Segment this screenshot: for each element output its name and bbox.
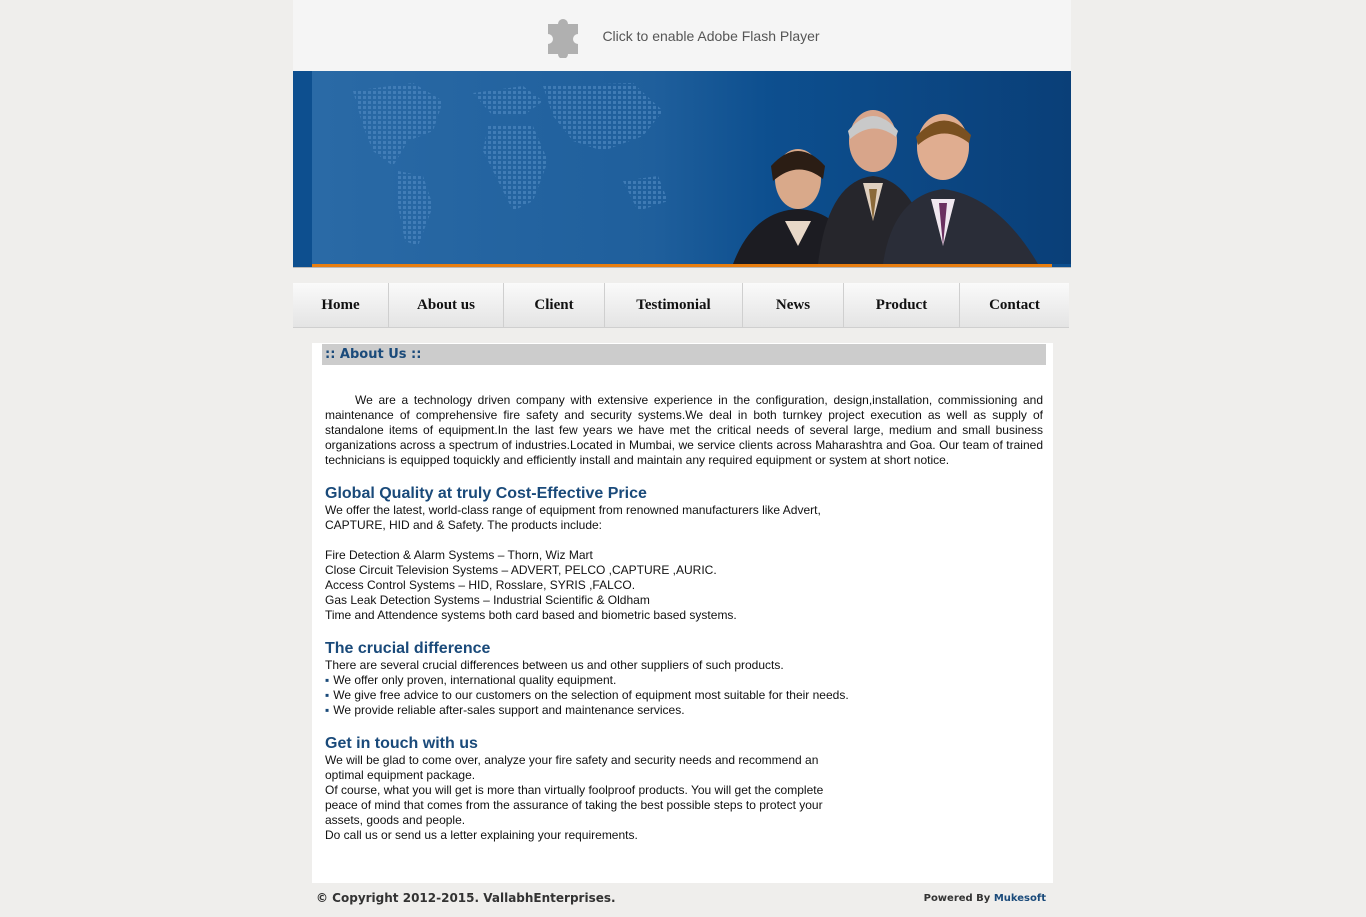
list-item: ▪ We offer only proven, international quality equipment. — [325, 673, 617, 687]
nav-testimonial[interactable]: Testimonial — [605, 283, 743, 327]
quality-line: CAPTURE, HID and & Safety. The products include: — [325, 518, 603, 532]
contact-line: Of course, what you will get is more than virtually foolproof products. You will get the complete — [325, 783, 824, 797]
product-item: Time and Attendence systems both card based and biometric based systems. — [325, 608, 737, 622]
contact-line: peace of mind that comes from the assurance of taking the best possible steps to protect your — [325, 798, 823, 812]
difference-intro: There are several crucial differences between us and other suppliers of such products. — [325, 658, 784, 672]
contact-heading: Get in touch with us — [325, 735, 478, 752]
flash-placeholder[interactable] — [293, 0, 1071, 71]
nav-news[interactable]: News — [743, 283, 844, 327]
quality-line: We offer the latest, world-class range of equipment from renowned manufacturers like Advert, — [325, 503, 821, 517]
nav-client[interactable]: Client — [504, 283, 605, 327]
difference-heading: The crucial difference — [325, 640, 491, 657]
list-item: ▪ We provide reliable after-sales support and maintenance services. — [325, 703, 685, 717]
nav-contact[interactable]: Contact — [989, 296, 1040, 313]
quality-heading: Global Quality at truly Cost-Effective Price — [325, 485, 647, 502]
banner-image — [293, 71, 1071, 268]
page-container — [293, 0, 1071, 917]
contact-line: optimal equipment package. — [325, 768, 476, 782]
content-panel — [312, 343, 1053, 883]
main-nav — [293, 283, 1069, 328]
header-banner — [293, 71, 1071, 268]
product-item: Gas Leak Detection Systems – Industrial Scientific & Oldham — [325, 593, 650, 607]
list-item: ▪ We give free advice to our customers on the selection of equipment most suitable for their needs. — [325, 688, 849, 702]
about-body — [325, 393, 1043, 843]
flash-message: Click to enable Adobe Flash Player — [602, 27, 820, 44]
bullet-icon: ▪ — [325, 703, 330, 717]
intro-paragraph: We are a technology driven company with extensive experience in the configuration, design,installation, commissioning and maintenance of comprehensive fire safety and security systems.We deal in both turnkey project execution as well as supply of standalone items of equipment.In the last few years we have met the critical needs of several large, medium and small business organizations across a spectrum of industries.Located in Mumbai, we service clients across Maharashtra and Goa. Our team of trained technicians is equipped toquickly and efficiently install and maintain any required equipment or system at short notice. — [325, 393, 1043, 467]
contact-line: Do call us or send us a letter explaining your requirements. — [325, 828, 638, 842]
banner-grey-stripe — [293, 267, 1071, 268]
powered-by-link[interactable]: Mukesoft — [993, 893, 1046, 904]
product-item: Fire Detection & Alarm Systems – Thorn, Wiz Mart — [325, 548, 593, 562]
bullet-icon: ▪ — [325, 688, 330, 702]
contact-line: assets, goods and people. — [325, 813, 466, 827]
about-us-title: :: About Us :: — [322, 344, 1046, 365]
nav-product[interactable]: Product — [844, 283, 960, 327]
puzzle-icon — [544, 14, 588, 58]
footer-powered-by: Powered By Mukesoft — [923, 893, 1046, 904]
contact-line: We will be glad to come over, analyze your fire safety and security needs and recommend an — [325, 753, 819, 767]
nav-home[interactable]: Home — [293, 283, 389, 327]
bullet-icon: ▪ — [325, 673, 330, 687]
product-item: Close Circuit Television Systems – ADVERT, PELCO ,CAPTURE ,AURIC. — [325, 563, 717, 577]
footer-copyright: © Copyright 2012-2015. VallabhEnterprises. — [316, 891, 616, 905]
nav-about-us[interactable]: About us — [389, 283, 504, 327]
product-item: Access Control Systems – HID, Rosslare, SYRIS ,FALCO. — [325, 578, 636, 592]
